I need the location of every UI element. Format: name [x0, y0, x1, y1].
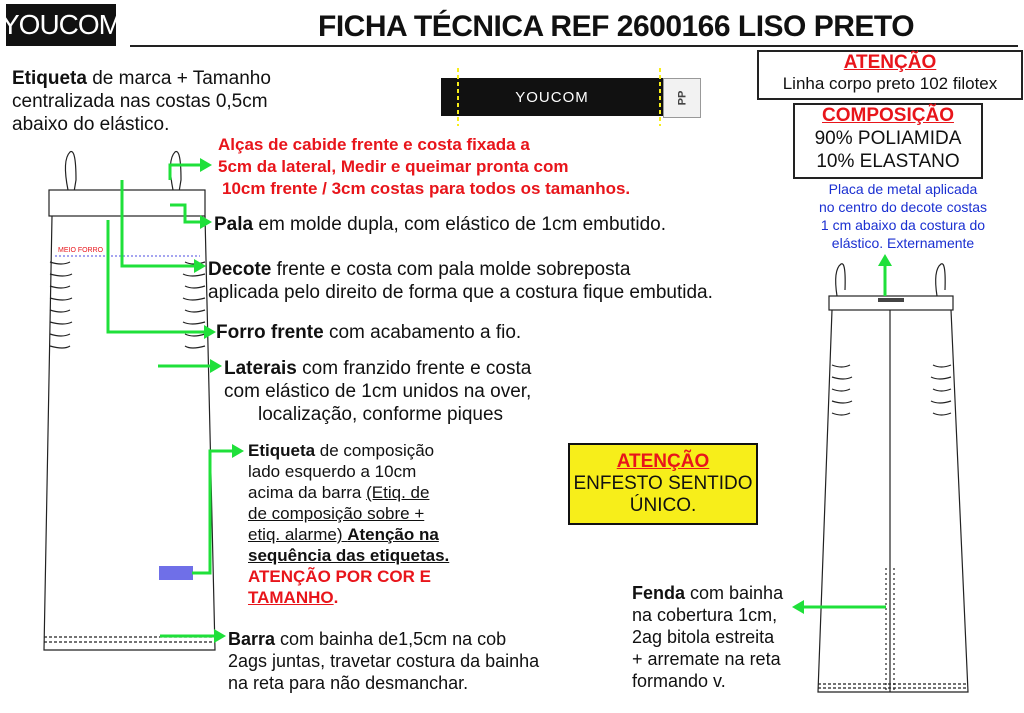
brand-label-note: Etiqueta de marca + Tamanho centralizada nas costas 0,5cm abaixo do elástico.: [12, 68, 271, 135]
metal-plate-note: Placa de metal aplicada no centro do decote costas 1 cm abaixo da costura do elástico. Externamente: [818, 181, 988, 251]
page-title: FICHA TÉCNICA REF 2600166 LISO PRETO: [318, 10, 915, 43]
brand-label-text: YOUCOM: [515, 88, 589, 106]
straps-note: Alças de cabide frente e costa fixada a 5cm da lateral, Medir e queimar pronta com 10cm frente / 3cm costas para todos os tamanhos.: [218, 135, 631, 198]
attention-thread-text: Linha corpo preto 102 filotex: [782, 74, 998, 93]
composition-title: COMPOSIÇÃO: [822, 105, 954, 126]
metal-plate-marker: [878, 298, 904, 302]
hem-note: Barra com bainha de1,5cm na cob 2ags juntas, travetar costura da bainha na reta para não desmanchar.: [228, 629, 540, 693]
size-tag-text: PP: [676, 90, 688, 106]
composition-line-1: 90% POLIAMIDA: [814, 128, 962, 149]
attention-thread-title: ATENÇÃO: [843, 52, 937, 73]
pala-note: Pala em molde dupla, com elástico de 1cm embutido.: [214, 214, 667, 235]
youcom-logo: YOUCOM: [6, 4, 116, 46]
sides-note: Laterais com franzido frente e costa com elástico de 1cm unidos na over, localização, conforme piques: [224, 358, 532, 425]
meio-forro-label: MEIO FORRO: [58, 247, 104, 254]
composition-label-marker: [159, 566, 193, 580]
composition-box: [793, 103, 983, 179]
back-dress-sketch: [818, 264, 968, 692]
attention-thread-box: [757, 50, 1023, 100]
attention-enfesto-title: ATENÇÃO: [616, 451, 710, 472]
composition-label-note: Etiqueta de composição lado esquerdo a 10cm acima da barra (Etiq. de de composição sobre + etiq. alarme) Atenção na sequência das etiquetas. ATENÇÃO POR COR E TAMANHO.: [248, 441, 450, 607]
attention-enfesto-line-2: ÚNICO.: [629, 495, 697, 516]
neckline-note: Decote frente e costa com pala molde sobreposta aplicada pelo direito de forma que a costura fique embutida.: [208, 259, 713, 303]
slit-note: Fenda com bainha na cobertura 1cm, 2ag bitola estreita + arremate na reta formando v.: [632, 583, 784, 691]
lining-note: Forro frente com acabamento a fio.: [216, 322, 522, 343]
attention-enfesto-box: [568, 443, 758, 525]
attention-enfesto-line-1: ENFESTO SENTIDO: [573, 473, 753, 494]
composition-line-2: 10% ELASTANO: [816, 151, 960, 172]
